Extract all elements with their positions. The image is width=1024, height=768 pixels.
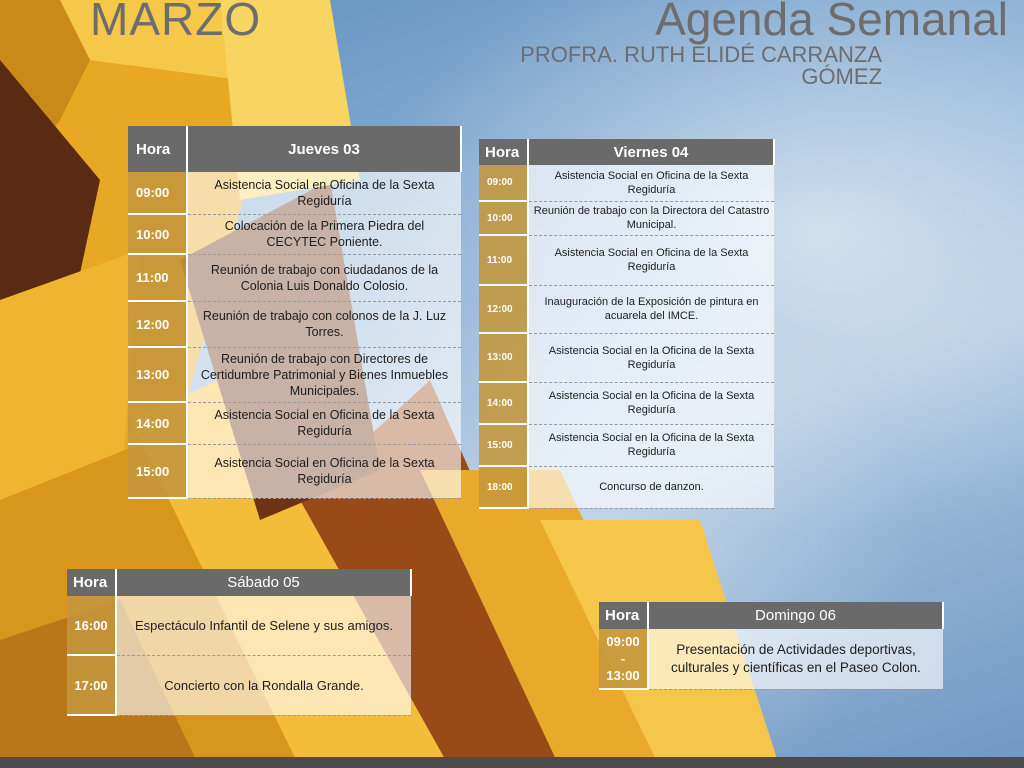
activity-cell: Asistencia Social en la Oficina de la Sexta Regiduría	[528, 333, 774, 382]
activity-cell: Asistencia Social en la Oficina de la Sexta Regiduría	[528, 424, 774, 466]
hour-cell: 10:00	[128, 214, 187, 254]
table-row	[128, 444, 461, 498]
activity-cell: Espectáculo Infantil de Selene y sus amigos.	[116, 596, 411, 655]
table-row	[128, 214, 461, 254]
month-title: MARZO	[90, 0, 262, 45]
hour-cell: 17:00	[67, 655, 116, 715]
hour-cell: 12:00	[128, 301, 187, 347]
column-header-day: Viernes 04	[528, 139, 774, 165]
table-row	[479, 235, 774, 285]
activity-cell: Inauguración de la Exposición de pintura en acuarela del IMCE.	[528, 285, 774, 333]
hour-cell	[599, 629, 648, 689]
table-row	[479, 201, 774, 235]
hour-cell: 15:00	[479, 424, 528, 466]
hour-cell: 11:00	[128, 254, 187, 301]
table-row	[128, 347, 461, 402]
schedule-table-jueves	[128, 126, 462, 499]
hour-cell: 13:00	[128, 347, 187, 402]
hour-cell: 14:00	[479, 382, 528, 424]
table-row	[479, 165, 774, 201]
hour-start: 09:00	[606, 634, 640, 649]
table-row	[67, 596, 411, 655]
table-row	[479, 382, 774, 424]
column-header-hora: Hora	[599, 602, 648, 629]
column-header-hora: Hora	[67, 569, 116, 596]
activity-cell: Asistencia Social en Oficina de la Sexta Regiduría	[528, 235, 774, 285]
hour-cell: 10:00	[479, 201, 528, 235]
table-row	[128, 402, 461, 444]
activity-cell: Asistencia Social en Oficina de la Sexta Regiduría	[528, 165, 774, 201]
column-header-day: Jueves 03	[187, 126, 461, 172]
hour-cell: 11:00	[479, 235, 528, 285]
activity-cell: Asistencia Social en Oficina de la Sexta Regiduría	[187, 402, 461, 444]
activity-cell: Asistencia Social en Oficina de la Sexta Regiduría	[187, 172, 461, 214]
hour-cell: 13:00	[479, 333, 528, 382]
activity-cell: Asistencia Social en Oficina de la Sexta Regiduría	[187, 444, 461, 498]
hour-cell: 16:00	[67, 596, 116, 655]
column-header-day: Sábado 05	[116, 569, 411, 596]
author-name-line2: GÓMEZ	[801, 64, 882, 89]
column-header-hora: Hora	[128, 126, 187, 172]
schedule-table-sabado	[67, 569, 412, 716]
table-header-row	[599, 602, 943, 629]
table-header-row	[479, 139, 774, 165]
hour-cell: 15:00	[128, 444, 187, 498]
activity-cell: Colocación de la Primera Piedra del CECYTEC Poniente.	[187, 214, 461, 254]
schedule-table-domingo	[599, 602, 944, 690]
activity-cell: Reunión de trabajo con Directores de Certidumbre Patrimonial y Bienes Inmuebles Municipales.	[187, 347, 461, 402]
page-title: Agenda Semanal	[655, 0, 1008, 45]
activity-cell: Presentación de Actividades deportivas, culturales y científicas en el Paseo Colon.	[648, 629, 943, 689]
activity-cell: Reunión de trabajo con colonos de la J. Luz Torres.	[187, 301, 461, 347]
hour-cell: 14:00	[128, 402, 187, 444]
author-name	[422, 44, 882, 88]
table-row	[128, 301, 461, 347]
footer-bar	[0, 757, 1024, 768]
table-row	[479, 333, 774, 382]
column-header-hora: Hora	[479, 139, 528, 165]
table-row	[599, 629, 943, 689]
hour-cell: 09:00	[479, 165, 528, 201]
table-header-row	[128, 126, 461, 172]
activity-cell: Asistencia Social en la Oficina de la Sexta Regiduría	[528, 382, 774, 424]
table-row	[128, 254, 461, 301]
column-header-day: Domingo 06	[648, 602, 943, 629]
author-name-line1: PROFRA. RUTH ELIDÉ CARRANZA	[520, 42, 882, 67]
table-row	[67, 655, 411, 715]
table-row	[479, 466, 774, 508]
hour-cell: 18:00	[479, 466, 528, 508]
table-row	[479, 424, 774, 466]
activity-cell: Concierto con la Rondalla Grande.	[116, 655, 411, 715]
schedule-table-viernes	[479, 139, 775, 509]
activity-cell: Concurso de danzon.	[528, 466, 774, 508]
hour-cell: 09:00	[128, 172, 187, 214]
hour-cell: 12:00	[479, 285, 528, 333]
table-row	[479, 285, 774, 333]
hour-end: 13:00	[606, 668, 640, 683]
table-row	[128, 172, 461, 214]
activity-cell: Reunión de trabajo con la Directora del Catastro Municipal.	[528, 201, 774, 235]
hour-separator: -	[620, 651, 626, 666]
activity-cell: Reunión de trabajo con ciudadanos de la Colonia Luis Donaldo Colosio.	[187, 254, 461, 301]
table-header-row	[67, 569, 411, 596]
